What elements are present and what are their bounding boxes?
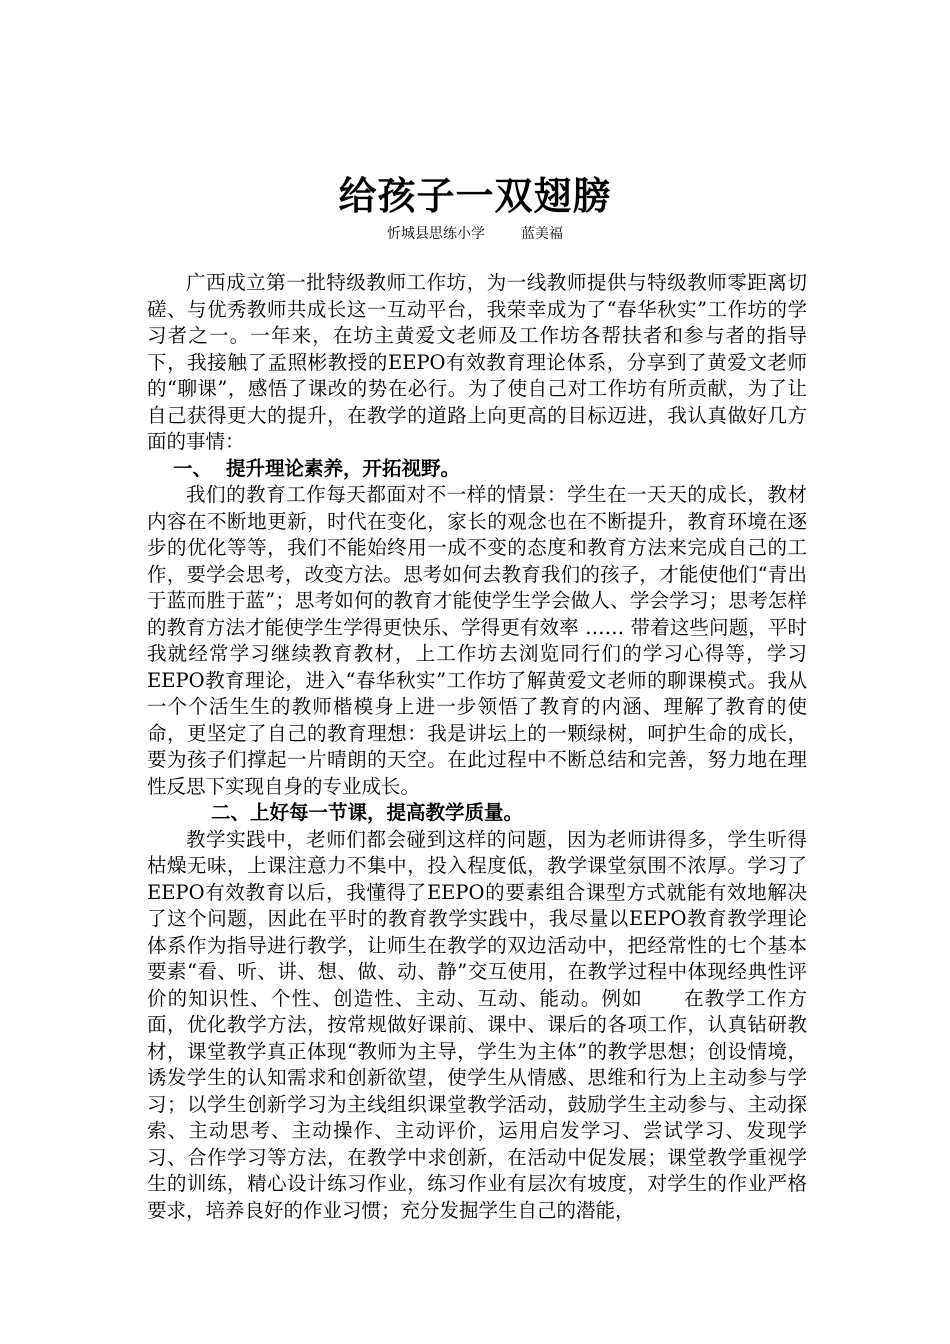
author-school: 忻城县思练小学 (387, 226, 485, 242)
section-1-paragraph: 我们的教育工作每天都面对不一样的情景：学生在一天天的成长，教材内容在不断地更新，时代在变化，家长的观念也在不断提升，教育环境在逐步的优化等等，我们不能始终用一成不变的态度和教育方法来完成自己的工作，要学会思考，改变方法。思考如何去教育我们的孩子，才能使他们“青出于蓝而胜于蓝”；思考如何的教育才能使学生学会做人、学会学习；思考怎样的教育方法才能使学生学得更快乐、学得更有效率 …… 带着这些问题，平时我就经常学习继续教育教材，上工作坊去浏览同行们的学习心得等，学习EEPO教育理论，进入“春华秋实”工作坊了解黄爱文老师的聊课模式。我从一个个活生生的教师楷模身上进一步领悟了教育的内涵、理解了教育的使命，更坚定了自己的教育理想：我是讲坛上的一颗绿树，呵护生命的成长，要为孩子们撑起一片晴朗的天空。在此过程中不断总结和完善，努力地在理性反思下实现自身的专业成长。 (147, 483, 807, 798)
byline (0, 224, 950, 244)
author-name: 蓝美福 (521, 226, 563, 242)
section-heading-1 (147, 456, 807, 483)
section-number-1: 一、 (173, 456, 213, 480)
section-heading-1-text: 提升理论素养，开拓视野。 (226, 456, 461, 480)
intro-paragraph: 广西成立第一批特级教师工作坊，为一线教师提供与特级教师零距离切磋、与优秀教师共成长这一互动平台，我荣幸成为了“春华秋实”工作坊的学习者之一。一年来，在坊主黄爱文老师及工作坊各帮扶者和参与者的指导下，我接触了孟照彬教授的EEPO有效教育理论体系，分享到了黄爱文老师的“聊课”，感悟了课改的势在必行。为了使自己对工作坊有所贡献，为了让自己获得更大的提升，在教学的道路上向更高的目标迈进，我认真做好几方面的事情： (147, 271, 807, 453)
section-heading-2: 二、上好每一节课，提高教学质量。 (211, 801, 524, 824)
document-title: 给孩子一双翅膀 (338, 173, 612, 218)
section-2-paragraph: 教学实践中，老师们都会碰到这样的问题，因为老师讲得多，学生听得枯燥无味，上课注意力不集中，投入程度低，教学课堂氛围不浓厚。学习了EEPO有效教育以后，我懂得了EEPO的要素组合课型方式就能有效地解决了这个问题，因此在平时的教育教学实践中，我尽量以EEPO教育教学理论体系作为指导进行教学，让师生在教学的双边活动中，把经常性的七个基本要素“看、听、讲、想、做、动、静”交互使用，在教学过程中体现经典性评价的知识性、个性、创造性、主动、互动、能动。例如 在教学工作方面，优化教学方法，按常规做好课前、课中、课后的各项工作，认真钻研教材，课堂教学真正体现“教师为主导，学生为主体”的教学思想；创设情境，诱发学生的认知需求和创新欲望，使学生从情感、思维和行为上主动参与学习；以学生创新学习为主线组织课堂教学活动，鼓励学生主动参与、主动探索、主动思考、主动操作、主动评价，运用启发学习、尝试学习、发现学习、合作学习等方法，在教学中求创新，在活动中促发展；课堂教学重视学生的训练，精心设计练习作业，练习作业有层次有坡度，对学生的作业严格要求，培养良好的作业习惯；充分发掘学生自己的潜能， (147, 827, 807, 1222)
document-body (147, 270, 807, 1224)
